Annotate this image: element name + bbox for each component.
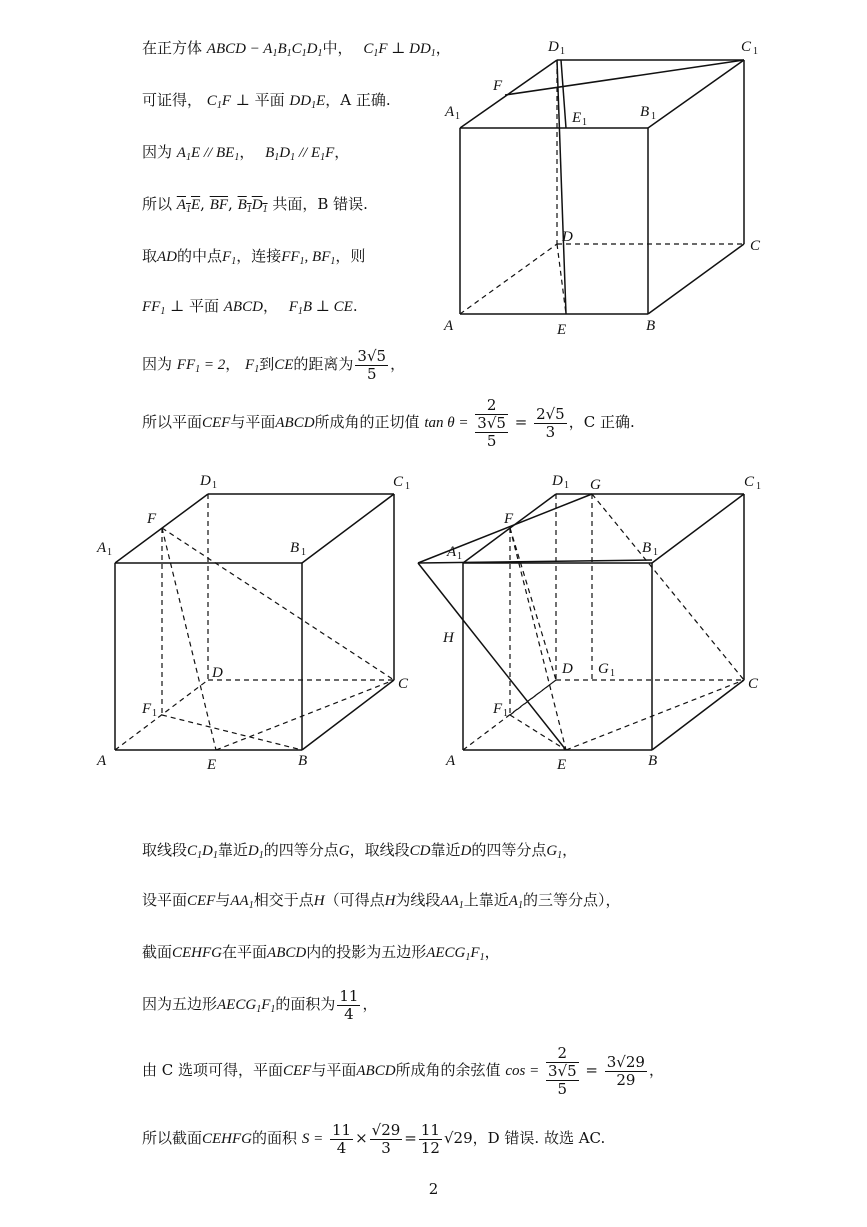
tan-result: $\frac{2√5}{3}$	[536, 404, 565, 441]
svg-text:1: 1	[405, 481, 410, 492]
label-D1: D	[548, 39, 559, 55]
label-B1: B	[640, 104, 650, 120]
label-C1: C	[741, 39, 752, 55]
cos-result: $\frac{3√29}{29}$	[606, 1052, 645, 1089]
label-A1: A	[445, 104, 455, 120]
label-D: D	[212, 665, 223, 681]
label-C1: C	[393, 474, 404, 490]
svg-text:1: 1	[582, 117, 587, 128]
svg-text:1: 1	[651, 111, 656, 122]
svg-text:1: 1	[212, 480, 217, 491]
text-line-3: 因为 $A_1E // BE_1$， $B_1D_1 // E_1F$，	[142, 143, 350, 163]
label-D: D	[562, 229, 573, 245]
text-line-12: 因为五边形$AECG_1F_1$的面积为 $\frac{11}{4}$ ，	[142, 986, 378, 1023]
label-A1: A	[97, 540, 107, 556]
text-line-6: $FF_1$ ⊥ 平面 ABCD， $F_1B$ ⊥ CE.	[142, 297, 358, 317]
label-B: B	[648, 753, 658, 769]
label-F: F	[147, 511, 157, 527]
label-E1: E	[572, 110, 582, 126]
svg-text:1: 1	[653, 547, 658, 558]
area-fraction: $\frac{11}{4}$	[339, 986, 359, 1023]
label-F: F	[493, 78, 503, 94]
text-line-10: 设平面CEF与$AA_1$相交于点H（可得点H为线段$AA_1$上靠近$A_1$的三等分点），	[142, 891, 621, 911]
svg-text:1: 1	[610, 668, 615, 679]
svg-text:1: 1	[152, 708, 157, 719]
label-F1: F	[493, 701, 503, 717]
label-D1: D	[200, 473, 211, 489]
cos-fraction: $\frac{2}{\frac{3√5}{5}}$	[548, 1043, 577, 1098]
label-B: B	[298, 753, 308, 769]
label-F1: F	[142, 701, 152, 717]
label-G: G	[590, 477, 601, 493]
label-A: A	[97, 753, 107, 769]
svg-text:1: 1	[301, 547, 306, 558]
text-line-7: 因为 $FF_1 = 2$， $F_1$到CE的距离为 $\frac{3√5}{5}$ ，	[142, 346, 406, 383]
label-D1: D	[552, 473, 563, 489]
label-B1: B	[642, 540, 652, 556]
svg-text:1: 1	[503, 708, 508, 719]
text-line-14: 所以截面CEHFG的面积 S = $\frac{11}{4}$ × $\frac{√29}{3}$ = $\frac{11}{12}$ √29，D 错误. 故选 AC.	[142, 1120, 606, 1157]
label-F: F	[504, 511, 514, 527]
text-line-4: 所以 $A_1E$, $\overline{BF}$, $B_1D_1$ 共面，B 错误.	[142, 195, 368, 215]
label-A: A	[444, 318, 454, 334]
text-line-2: 可证得， $C_1F$ ⊥ 平面 $DD_1E$，A 正确.	[142, 91, 391, 111]
svg-text:1: 1	[753, 46, 758, 57]
text-line-8: 所以平面CEF与平面ABCD所成角的正切值 tan θ = $\frac{2}{\frac{3√5}{5}}$ = $\frac{2√5}{3}$ ，C 正确.	[142, 395, 635, 450]
label-A: A	[446, 753, 456, 769]
page-number: 2	[428, 1180, 439, 1198]
label-G1: G	[598, 661, 609, 677]
text-line-11: 截面CEHFG在平面ABCD内的投影为五边形$AECG_1F_1$，	[142, 943, 500, 963]
label-A1: A	[447, 544, 457, 560]
svg-text:1: 1	[455, 111, 460, 122]
label-E: E	[207, 757, 217, 773]
label-C: C	[750, 238, 761, 254]
svg-text:1: 1	[564, 480, 569, 491]
svg-text:1: 1	[457, 551, 462, 562]
svg-text:1: 1	[756, 481, 761, 492]
label-H: H	[443, 630, 454, 646]
label-E: E	[557, 757, 567, 773]
distance-fraction: $\frac{3√5}{5}$	[357, 346, 387, 383]
label-C1: C	[744, 474, 755, 490]
label-C: C	[748, 676, 759, 692]
label-D: D	[562, 661, 573, 677]
label-E: E	[557, 322, 567, 338]
label-B1: B	[290, 540, 300, 556]
svg-text:1: 1	[560, 46, 565, 57]
text-line-9: 取线段$C_1D_1$靠近$D_1$的四等分点G，取线段CD靠近D的四等分点$G_1$，	[142, 841, 578, 861]
svg-text:1: 1	[107, 547, 112, 558]
tan-fraction: $\frac{2}{\frac{3√5}{5}}$	[477, 395, 506, 450]
label-B: B	[646, 318, 656, 334]
text-line-5: 取AD的中点$F_1$，连接$FF_1$, $BF_1$，则	[142, 247, 366, 267]
text-line-1: 在正方体 ABCD − $A_1B_1C_1D_1$中， $C_1F$ ⊥ $DD_1$，	[142, 39, 451, 59]
label-C: C	[398, 676, 409, 692]
text-line-13: 由 C 选项可得，平面CEF与平面ABCD所成角的余弦值 cos = $\frac{2}{\frac{3√5}{5}}$ = $\frac{3√29}{29}$ ，	[142, 1043, 664, 1098]
